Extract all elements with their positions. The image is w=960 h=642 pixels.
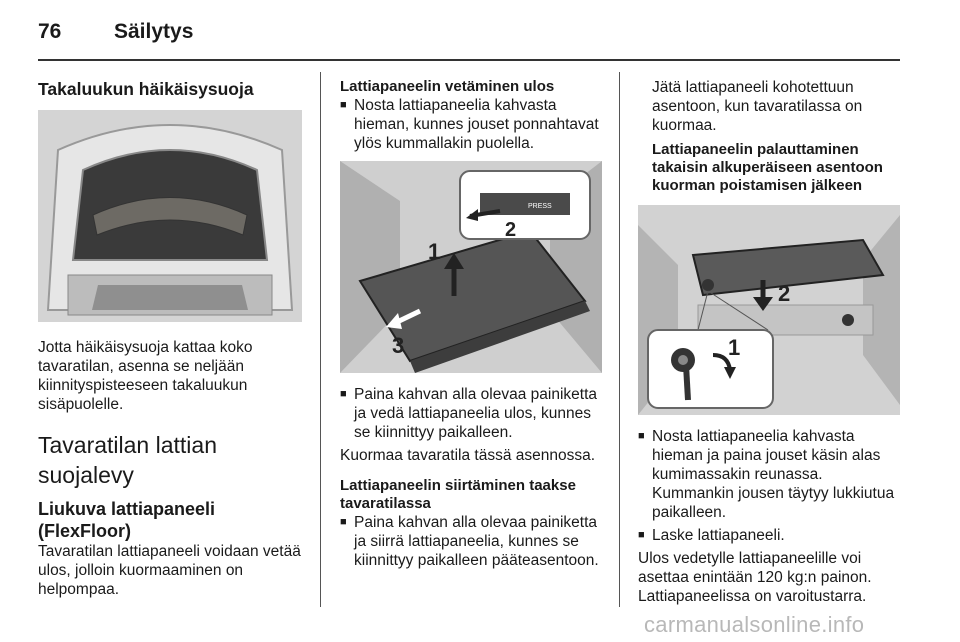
bullet-square-icon: ■: [340, 388, 347, 400]
section-heading-glare-shield: Takaluukun häikäisysuoja: [38, 79, 254, 99]
glare-shield-instruction: Jotta häikäisysuoja kattaa koko tavaratilan, asenna se neljään kiinnityspisteeseen takaluukun sisäpuolelle.: [38, 339, 253, 413]
move-back-title: Lattiapaneelin siirtäminen taakse tavaratilassa: [340, 477, 576, 512]
bullet-press-button: ■ Paina kahvan alla olevaa painiketta ja vedä lattiapaneelia ulos, kunnes se kiinnittyy paikalleen.: [340, 386, 598, 441]
column-3: [638, 74, 902, 606]
column-divider-2: [619, 72, 620, 607]
bullet-move-panel: ■ Paina kahvan alla olevaa painiketta ja siirrä lattiapaneelia, kunnes se kiinnittyy paikalleen pääteasentoon.: [340, 514, 599, 569]
column-divider-1: [320, 72, 321, 607]
pull-out-figure: [340, 161, 602, 373]
column-2: [340, 74, 604, 570]
flexfloor-intro: Tavaratilan lattiapaneeli voidaan vetää ulos, jolloin kuormaaminen on helpompaa.: [38, 543, 301, 598]
bullet-lift-panel: ■ Nosta lattiapaneelia kahvasta hieman, kunnes jouset ponnahtavat ylös kummallakin puolella.: [340, 97, 599, 152]
press-label: PRESS: [528, 203, 552, 210]
section-title-floor-cover: Tavaratilan lattian suojalevy: [38, 432, 217, 488]
bullet-square-icon: ■: [340, 99, 347, 111]
trunk-cover-figure: [38, 110, 302, 322]
bullet-press-springs: ■ Nosta lattiapaneelia kahvasta hieman ja paina jouset käsin alas kumimassakin reunassa. Kummankin jousen täytyy lukkiutua paikalleen.: [638, 428, 895, 521]
chapter-title: Säilytys: [114, 20, 194, 43]
watermark: carmanualsonline.info: [644, 612, 865, 637]
bullet-square-icon: ■: [638, 529, 645, 541]
header-rule: [38, 59, 900, 61]
bullet-lower-panel: ■ Laske lattiapaneeli.: [638, 527, 785, 544]
figure-label-3: 3: [392, 333, 405, 358]
figure-label-2: 2: [505, 219, 517, 241]
load-note: Kuormaa tavaratila tässä asennossa.: [340, 447, 596, 464]
subsection-title-flexfloor: Liukuva lattiapaneeli (FlexFloor): [38, 499, 216, 541]
keep-raised-note: Jätä lattiapaneeli kohotettuun asentoon, kun tavaratilassa on kuormaa.: [652, 79, 863, 134]
figure-label-1: 1: [428, 239, 441, 264]
bullet-square-icon: ■: [638, 430, 645, 442]
pull-out-title: Lattiapaneelin vetäminen ulos: [340, 78, 555, 95]
max-load-note: Ulos vedetylle lattiapaneelille voi asettaa enintään 120 kg:n painon. Lattiapaneelissa on varoitustarra.: [638, 550, 872, 605]
figure-label-1: 1: [728, 335, 741, 360]
figure-label-2: 2: [778, 281, 791, 306]
return-figure: [638, 205, 900, 415]
return-title: Lattiapaneelin palauttaminen takaisin alkuperäiseen asentoon kuorman poistamisen jälkeen: [652, 141, 883, 194]
page-number: 76: [38, 20, 62, 43]
bullet-square-icon: ■: [340, 516, 347, 528]
column-1: [38, 74, 304, 599]
